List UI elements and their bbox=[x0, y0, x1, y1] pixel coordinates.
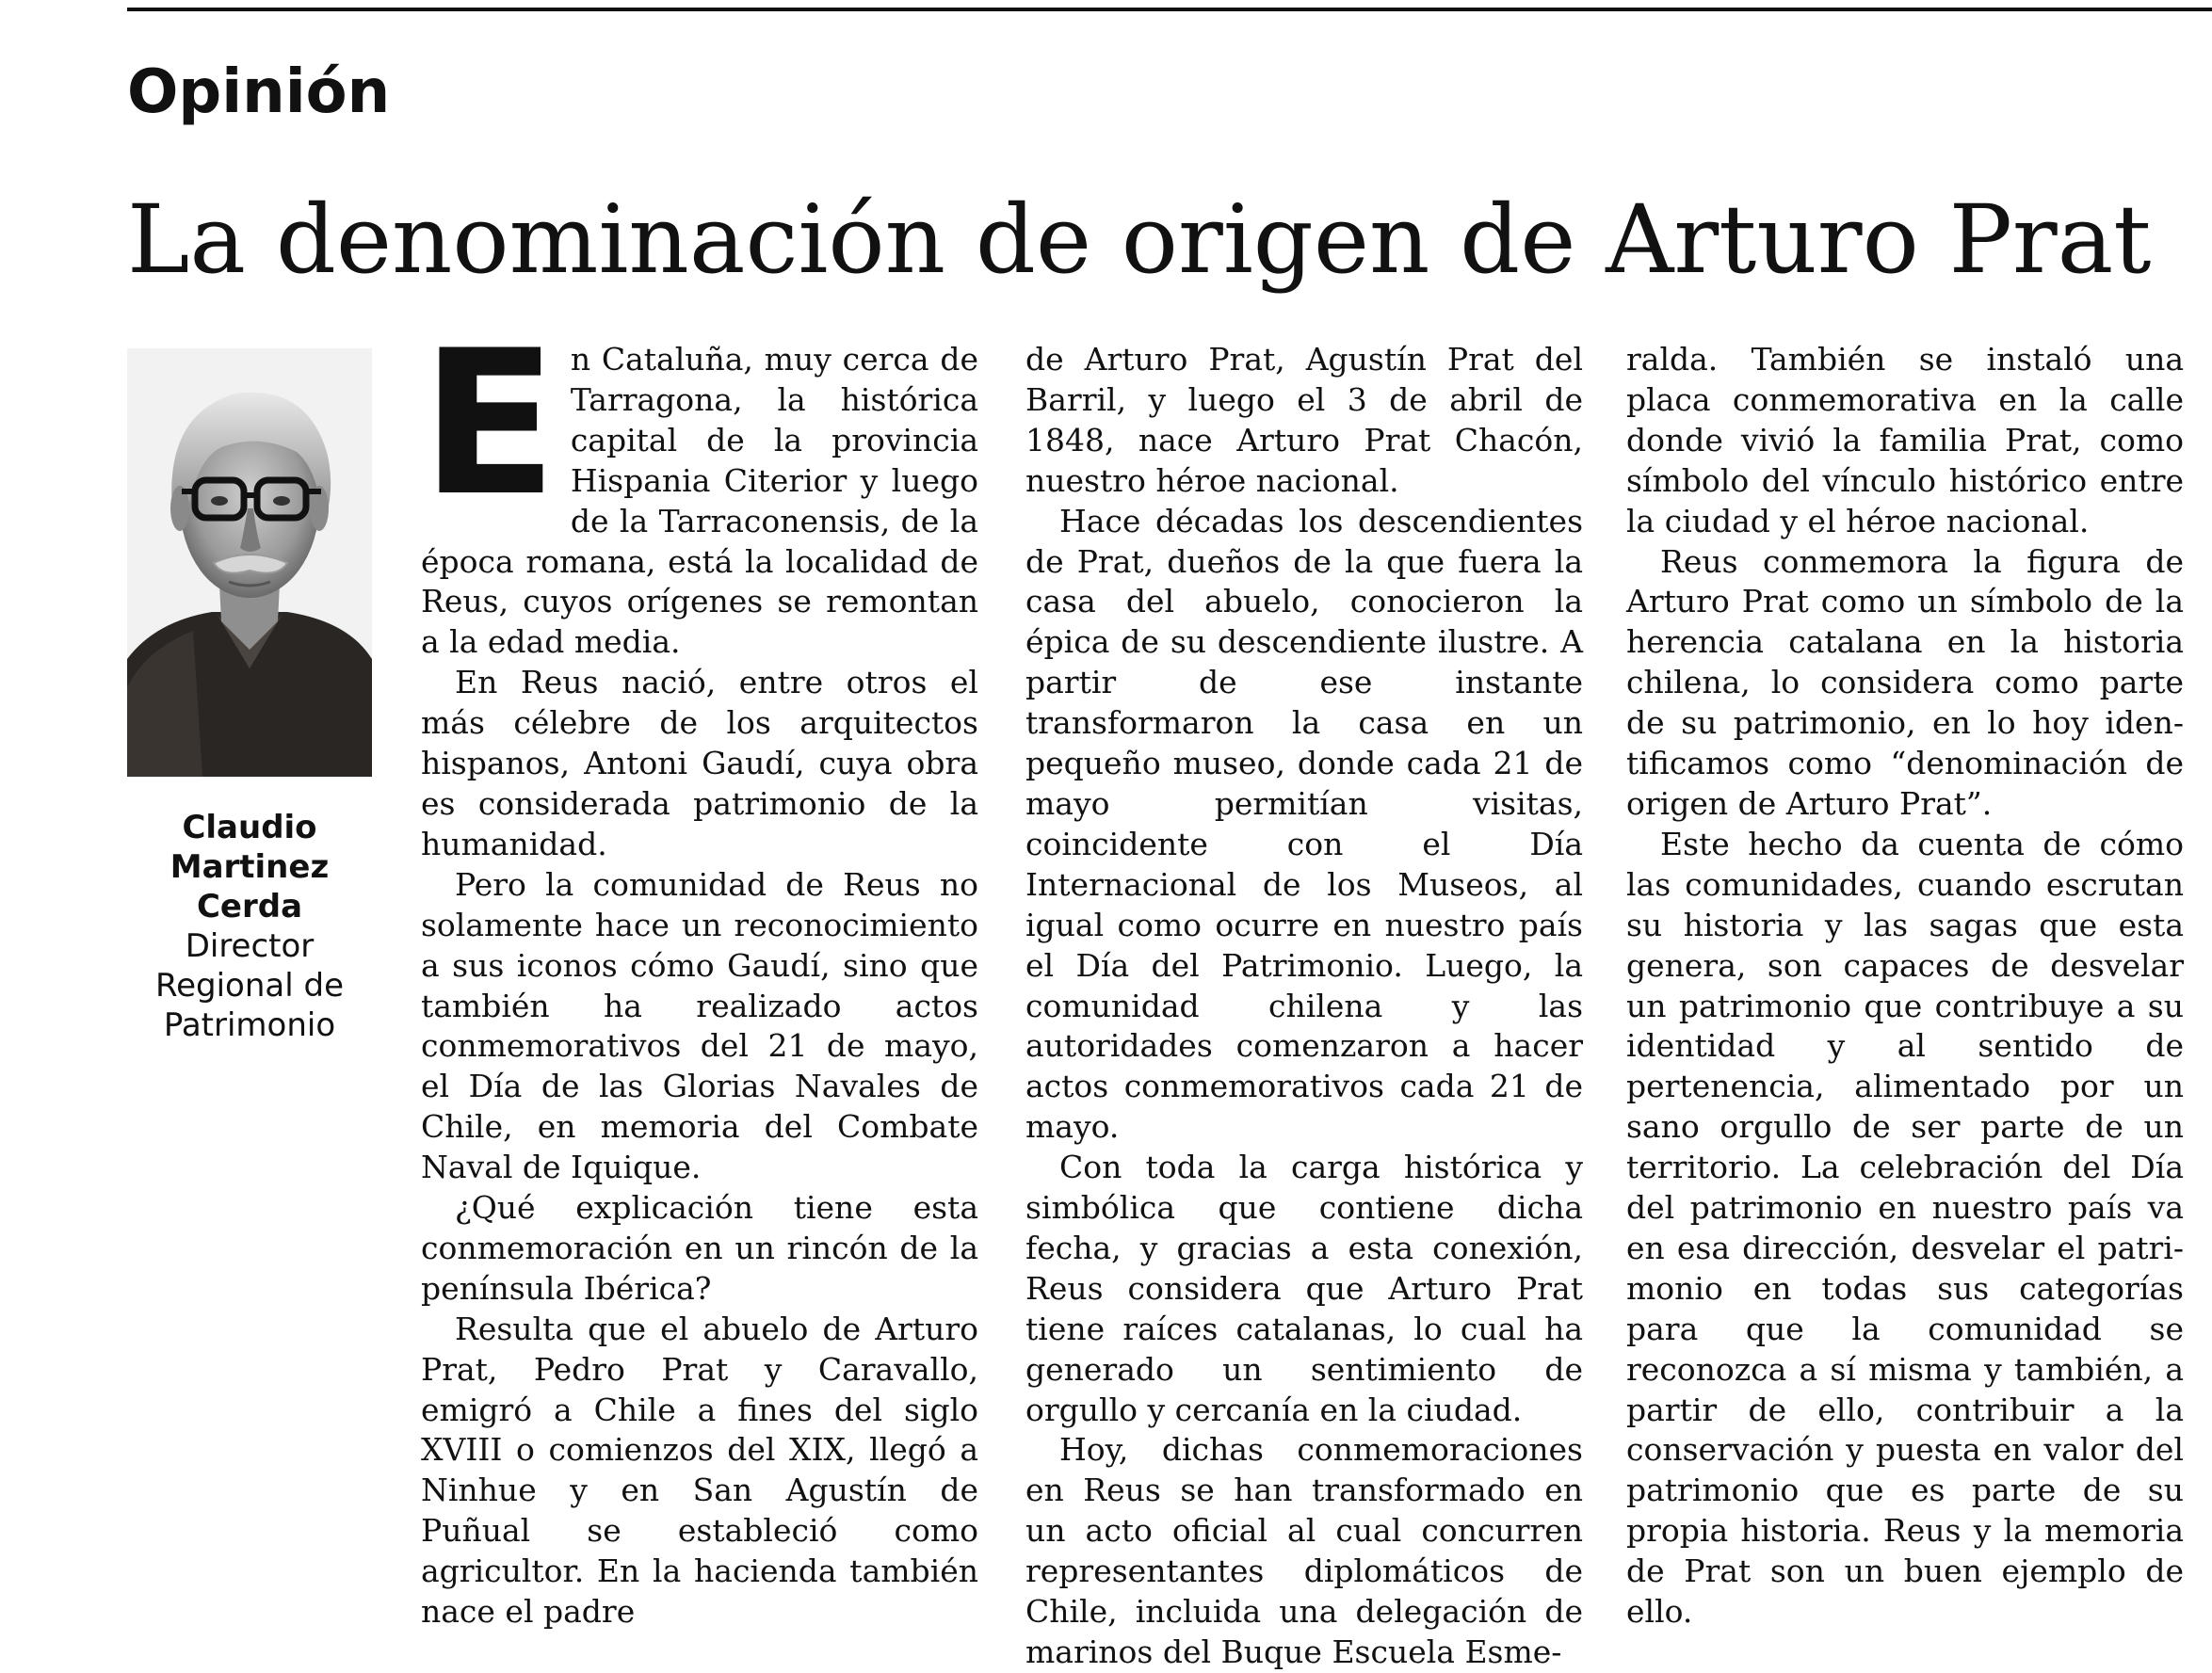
author-photo bbox=[127, 348, 372, 777]
article-paragraph: Resulta que el abuelo de Arturo Prat, Pedro Prat y Caravallo, emigró a Chile a fines del siglo XVIII o comienzos del XIX, llegó a Ninhue y en San Agustín de Puñual se estableció como agricultor. En la hacienda también nace el padre bbox=[421, 1310, 978, 1631]
author-role-line-3: Patrimonio bbox=[163, 1006, 336, 1044]
author-name-line-2: Martinez bbox=[170, 848, 330, 886]
article-paragraph: Pero la comunidad de Reus no solamente hace un reconocimiento a sus iconos cómo Gaudí, sino que también ha realizado actos conmemorativos del 21 de mayo, el Día de las Glorias Navales de Chile, en memoria del Combate Naval de Iquique. bbox=[421, 865, 978, 1186]
paragraph-text: n Cataluña, muy cerca de Tarragona, la histórica capital de la provincia Hispania Citerior y luego de la Tarraconensis, de la época romana, está la localidad de Reus, cuyos orígenes se remontan a la edad media. bbox=[421, 341, 978, 661]
article-paragraph bbox=[421, 307, 978, 663]
author-name-line-3: Cerda bbox=[196, 888, 303, 925]
article-paragraph: Este hecho da cuenta de cómo las comunidades, cuando escrutan su historia y las sagas que esta genera, son capaces de desvelar un patrimonio que contribuye a su identidad y al sentido de pertenencia, alimentado por un sano orgullo de ser parte de un territorio. La celebración del Día del patrimonio en nuestro país va en esa dirección, desvelar el patrimonio en todas sus categorías para que la comunidad se reconozca a sí misma y también, a partir de ello, contribuir a la conservación y puesta en valor del patrimonio que es parte de su propia historia. Reus y la memoria de Prat son un buen ejemplo de ello. bbox=[1626, 825, 2184, 1631]
article-paragraph: ralda. También se instaló una placa conmemorativa en la calle donde vivió la familia Prat, como símbolo del vínculo histórico entre la ciudad y el héroe nacional. bbox=[1626, 341, 2184, 539]
top-rule bbox=[127, 8, 2212, 11]
drop-cap: E bbox=[421, 307, 557, 539]
article-paragraph: En Reus nació, entre otros el más célebre de los arquitectos hispanos, Antoni Gaudí, cuya obra es considerada patrimonio de la humanidad. bbox=[421, 664, 978, 862]
article-paragraph: Reus conmemora la figura de Arturo Prat como un símbolo de la herencia catalana en la historia chilena, lo considera como parte de su patrimonio, en lo hoy identificamos como “denominación de origen de Arturo Prat”. bbox=[1626, 542, 2184, 822]
author-portrait-image bbox=[127, 348, 372, 777]
article-paragraph: Con toda la carga histórica y simbólica que contiene dicha fecha, y gracias a esta conexión, Reus considera que Arturo Prat tiene raíces catalanas, lo cual ha generado un sentimiento de orgullo y cercanía en la ciudad. bbox=[1025, 1149, 1583, 1428]
article-paragraph: ¿Qué explicación tiene esta conmemoración en un rincón de la península Ibérica? bbox=[421, 1189, 978, 1307]
article-paragraph: Hace décadas los descendientes de Prat, dueños de la que fuera la casa del abuelo, conocieron la épica de su descendiente ilustre. A partir de ese instante transformaron la casa en un pequeño museo, donde cada 21 de mayo permitían visitas, coincidente con el Día Internacional de los Museos, al igual como ocurre en nuestro país el Día del Patrimonio. Luego, la comunidad chilena y las autoridades comenzaron a hacer actos conmemorativos cada 21 de mayo. bbox=[1025, 502, 1583, 1146]
article-column-1 bbox=[421, 307, 978, 1633]
author-name-line-1: Claudio bbox=[182, 809, 317, 846]
article-paragraph: Hoy, dichas conmemoraciones en Reus se han transformado en un acto oficial al cual concurren representantes diplomáticos de Chile, incluida una delegación de marinos del Buque Escuela Esme- bbox=[1025, 1431, 1583, 1670]
author-byline bbox=[127, 808, 372, 1045]
headline: La denominación de origen de Arturo Prat bbox=[127, 185, 2152, 295]
article-column-2 bbox=[1025, 340, 1583, 1673]
article-paragraph: de Arturo Prat, Agustín Prat del Barril, y luego el 3 de abril de 1848, nace Arturo Prat Chacón, nuestro héroe nacional. bbox=[1025, 341, 1583, 499]
section-label: Opinión bbox=[127, 57, 391, 127]
article-column-3 bbox=[1626, 340, 2184, 1633]
author-role-line-1: Director bbox=[185, 927, 315, 965]
author-role-line-2: Regional de bbox=[155, 967, 344, 1005]
